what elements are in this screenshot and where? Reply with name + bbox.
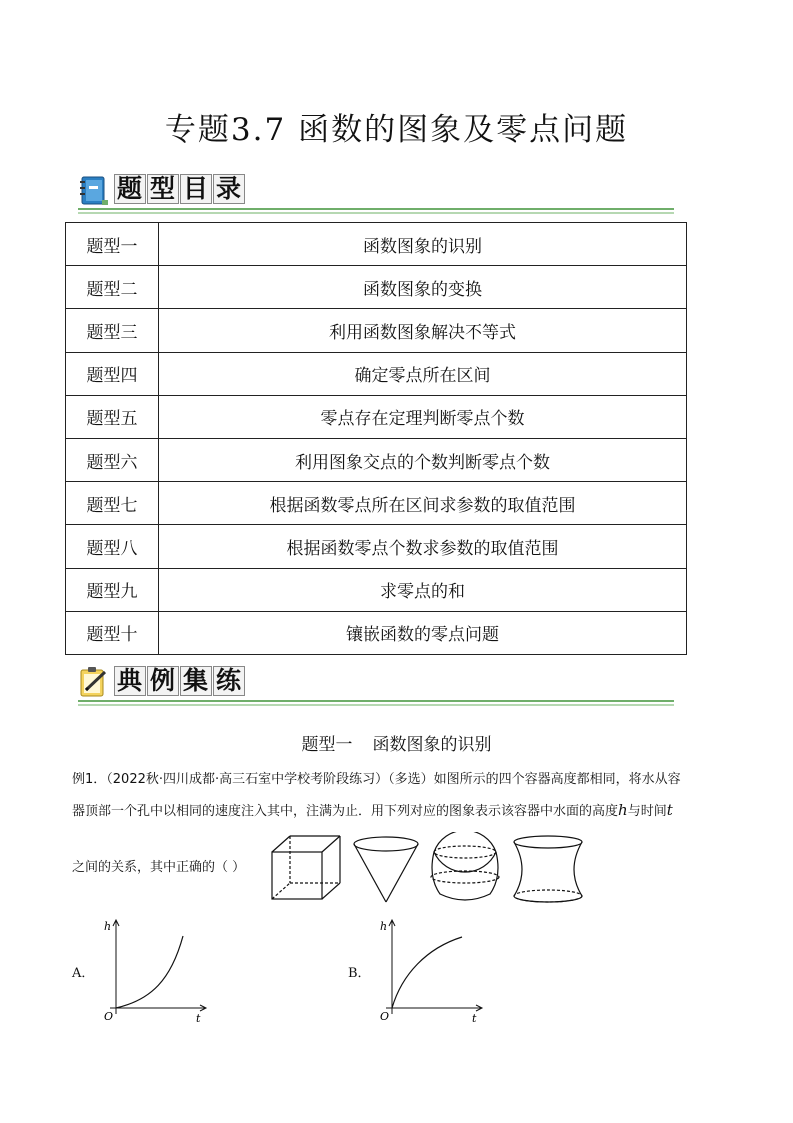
toc-topic-cell: 函数图象的识别 [159,223,687,266]
example-text: 与时间 [627,804,667,819]
toc-type-cell: 题型十 [66,611,159,654]
toc-topic-cell: 确定零点所在区间 [159,352,687,395]
cone-container [354,837,418,902]
cube-container [272,836,340,899]
example-line-1: 例1．（2022秋·四川成都·高三石室中学校考阶段练习）（多选）如图所示的四个容器高度都相同，将水从容 [72,772,681,787]
section-divider [78,208,674,214]
toc-type-cell: 题型一 [66,223,159,266]
variable-h: h [618,801,628,819]
sphere-container [431,832,499,900]
example-text: 器顶部一个孔中以相同的速度注入其中，注满为止．用下列对应的图象表示该容器中水面的高度 [72,804,619,819]
x-axis-label: t [196,1012,201,1025]
section-title-examples [114,666,246,696]
toc-row [66,309,687,352]
document-title: 专题3.7 函数的图象及零点问题 [164,112,629,148]
section-title-char: 题 [114,174,146,204]
toc-type-cell: 题型五 [66,395,159,438]
toc-row [66,482,687,525]
y-axis-label: h [104,920,112,933]
toc-topic-cell: 零点存在定理判断零点个数 [159,395,687,438]
toc-topic-cell: 根据函数零点个数求参数的取值范围 [159,525,687,568]
toc-type-cell: 题型九 [66,568,159,611]
section-title-toc [114,174,246,204]
toc-row [66,438,687,481]
graph-curve [392,937,462,1008]
x-axis-label: t [472,1012,477,1025]
toc-topic-cell: 根据函数零点所在区间求参数的取值范围 [159,482,687,525]
subsection-type: 题型一 [301,735,353,755]
toc-row [66,395,687,438]
variable-t: t [666,801,673,819]
section-header-toc [78,172,674,214]
toc-row [66,611,687,654]
y-axis-label: h [380,920,388,933]
notebook-icon [78,174,108,206]
toc-topic-cell: 求零点的和 [159,568,687,611]
toc-row [66,525,687,568]
subsection-topic: 函数图象的识别 [372,735,492,755]
example-line-2 [72,800,673,819]
section-title-char: 目 [180,174,212,204]
graph-curve [116,936,183,1008]
hourglass-container [514,836,582,902]
section-title-char: 典 [114,666,146,696]
toc-table [65,222,687,655]
section-title-char: 练 [213,666,245,696]
origin-label: O [104,1010,114,1023]
section-title-char: 集 [180,666,212,696]
option-b-graph [372,914,492,1026]
toc-type-cell: 题型七 [66,482,159,525]
example-line-3: 之间的关系，其中正确的（ ） [72,860,246,875]
toc-row [66,568,687,611]
toc-row [66,266,687,309]
toc-type-cell: 题型二 [66,266,159,309]
toc-type-cell: 题型三 [66,309,159,352]
toc-topic-cell: 镶嵌函数的零点问题 [159,611,687,654]
section-title-char: 例 [147,666,179,696]
section-title-char: 型 [147,174,179,204]
section-divider [78,700,674,706]
subsection-heading [0,730,793,755]
toc-topic-cell: 利用图象交点的个数判断零点个数 [159,438,687,481]
option-a-label: A． [72,966,95,981]
containers-figure [268,832,588,907]
toc-type-cell: 题型四 [66,352,159,395]
section-header-examples [78,664,674,706]
origin-label: O [380,1010,390,1023]
toc-topic-cell: 函数图象的变换 [159,266,687,309]
option-a-graph [96,914,216,1026]
toc-row [66,352,687,395]
toc-row [66,223,687,266]
toc-type-cell: 题型六 [66,438,159,481]
toc-topic-cell: 利用函数图象解决不等式 [159,309,687,352]
toc-type-cell: 题型八 [66,525,159,568]
clipboard-pen-icon [78,666,108,698]
option-b-label: B． [348,966,371,981]
section-title-char: 录 [213,174,245,204]
